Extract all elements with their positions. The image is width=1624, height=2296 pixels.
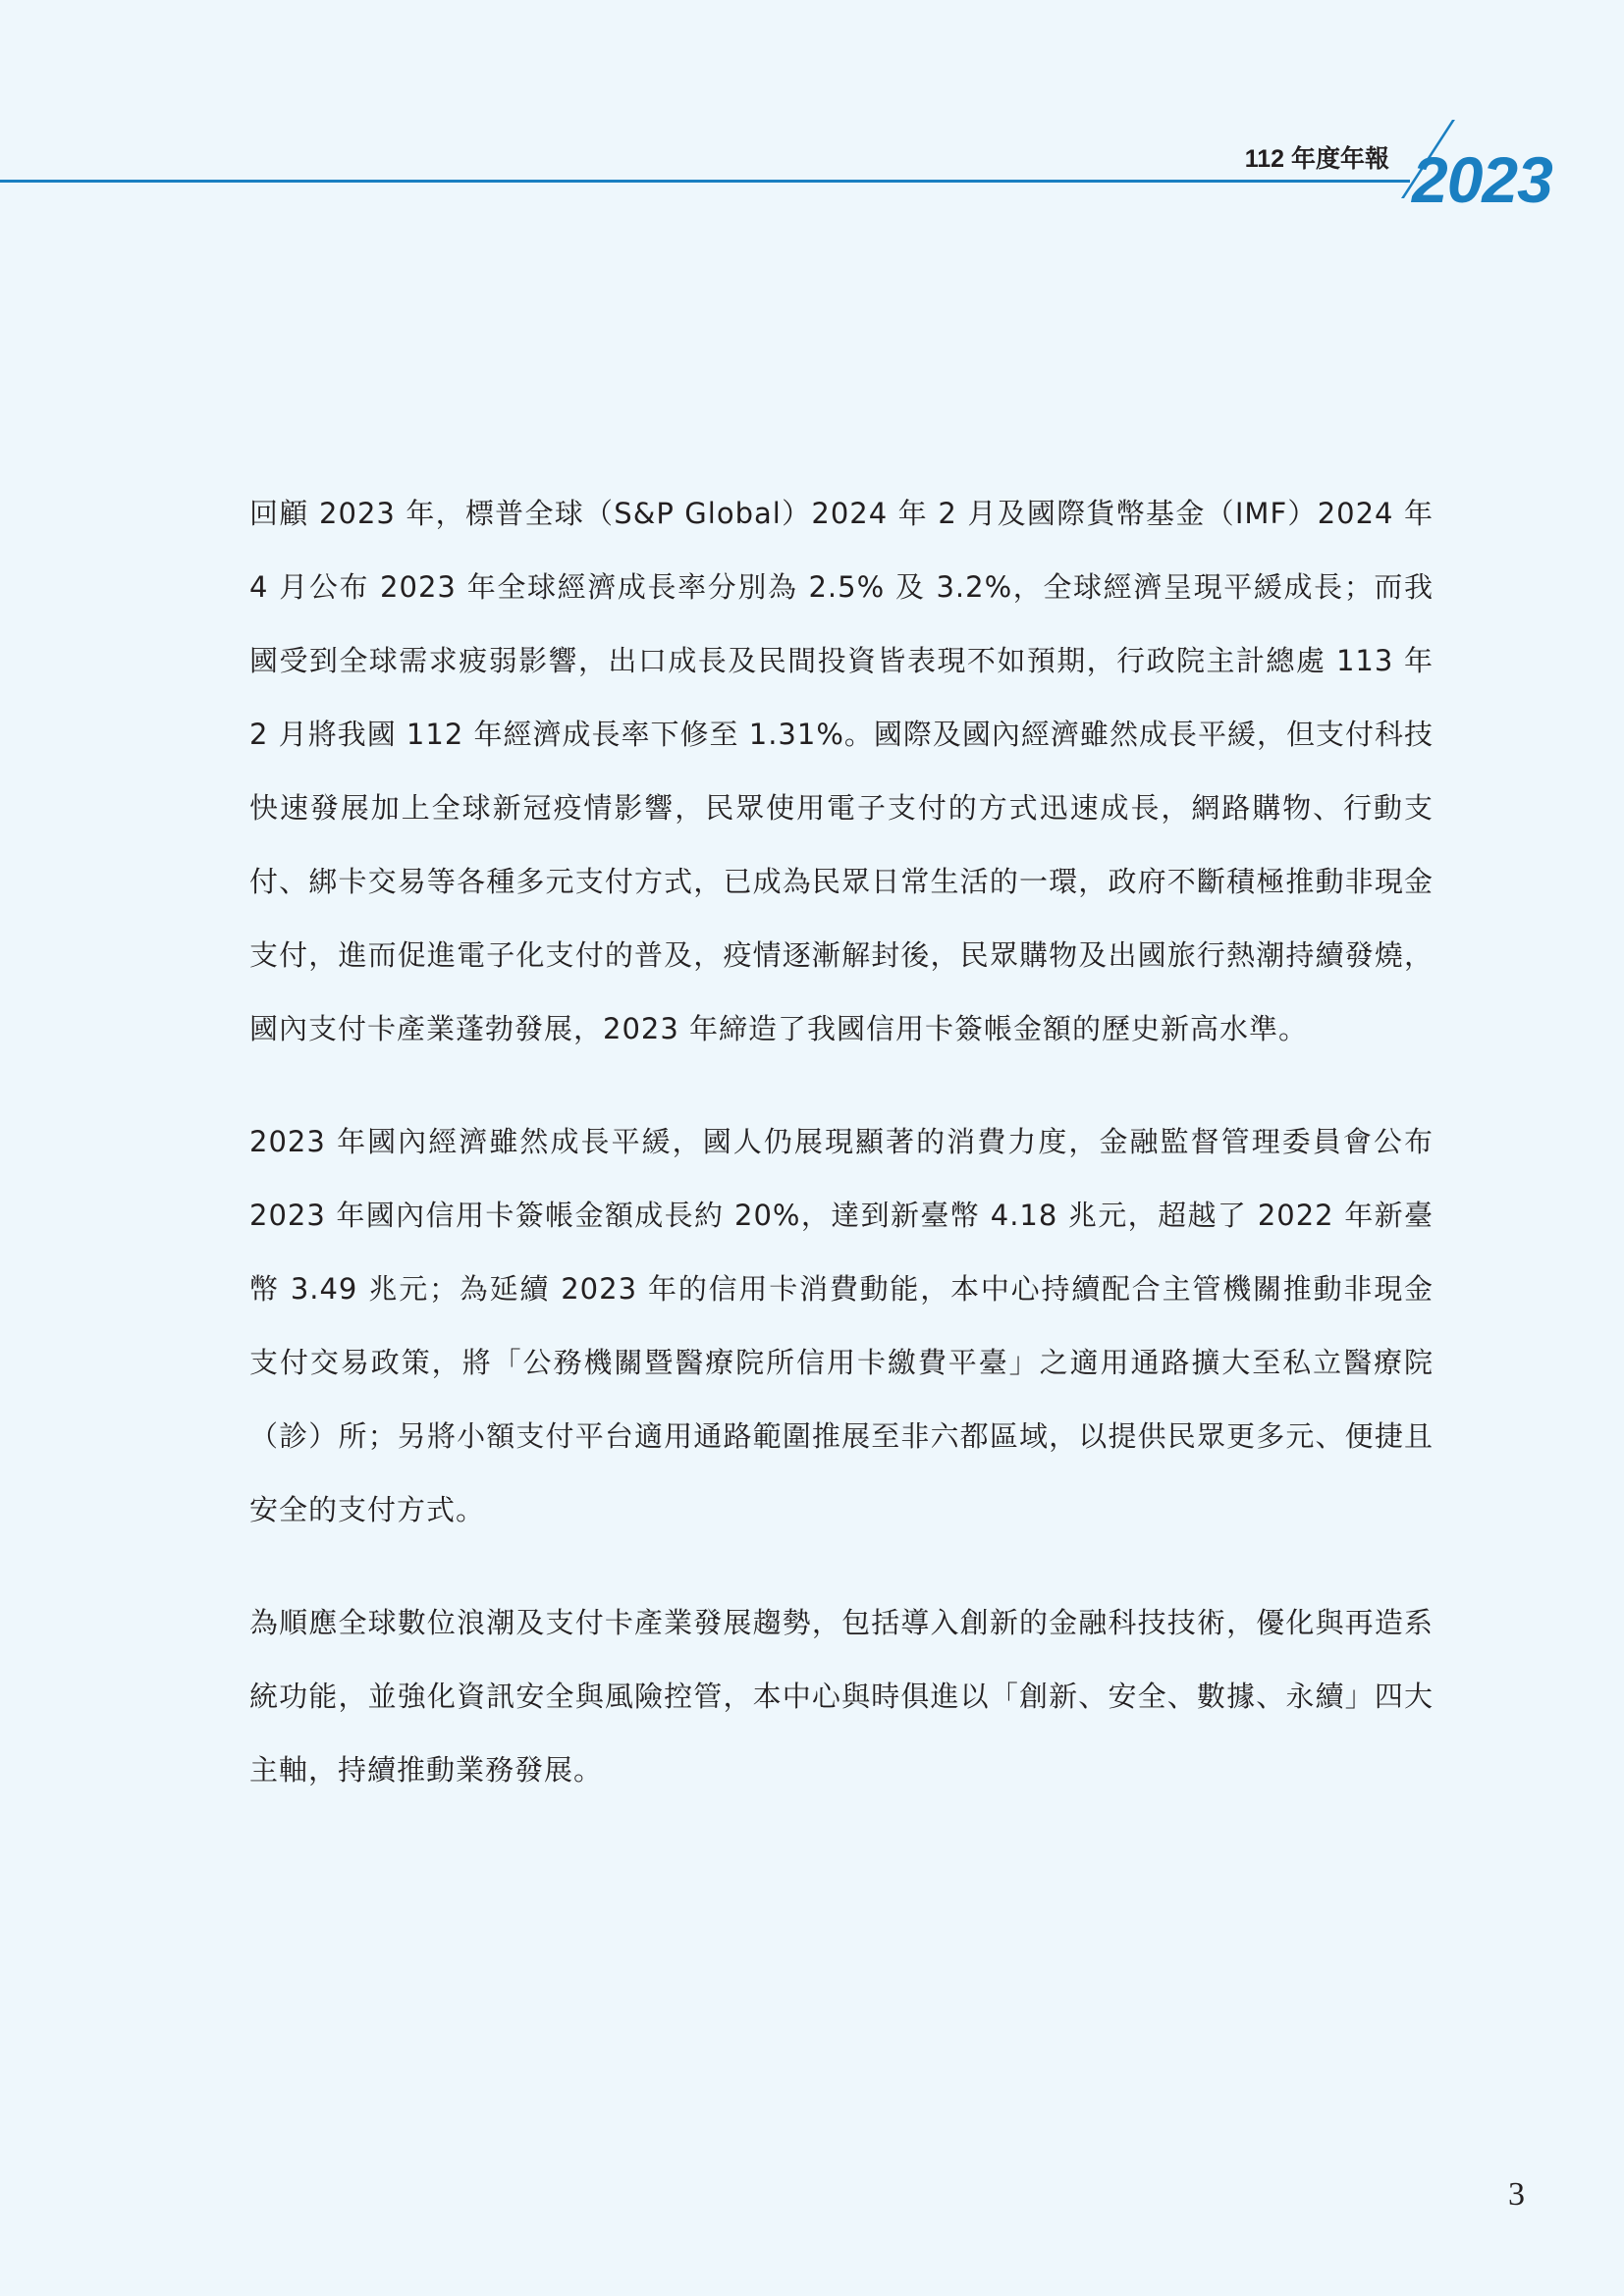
page-number: 3: [1508, 2176, 1525, 2213]
paragraph-3: 為順應全球數位浪潮及支付卡產業發展趨勢，包括導入創新的金融科技技術，優化與再造系統功能，並強化資訊安全與風險控管，本中心與時俱進以「創新、安全、數據、永續」四大主軸，持續推動業務發展。: [249, 1606, 1434, 1787]
report-year: 2023: [1412, 143, 1552, 216]
report-title: 112 年度年報: [1244, 145, 1389, 173]
body-text: [249, 477, 1434, 1846]
header-rule: [0, 180, 1410, 183]
paragraph-2: 2023 年國內經濟雖然成長平緩，國人仍展現顯著的消費力度，金融監督管理委員會公布 2023 年國內信用卡簽帳金額成長約 20%，達到新臺幣 4.18 兆元，超越了 2022 年新臺幣 3.49 兆元；為延續 2023 年的信用卡消費動能，本中心持續配合主管機關推動非現金支付交易政策，將「公務機關暨醫療院所信用卡繳費平臺」之適用通路擴大至私立醫療院（診）所；另將小額支付平台適用通路範圍推展至非六都區域，以提供民眾更多元、便捷且安全的支付方式。: [249, 1125, 1434, 1526]
paragraph-1: 回顧 2023 年，標普全球（S&P Global）2024 年 2 月及國際貨幣基金（IMF）2024 年 4 月公布 2023 年全球經濟成長率分別為 2.5% 及 3.2%，全球經濟呈現平緩成長；而我國受到全球需求疲弱影響，出口成長及民間投資皆表現不如預期，行政院主計總處 113 年 2 月將我國 112 年經濟成長率下修至 1.31%。國際及國內經濟雖然成長平緩，但支付科技快速發展加上全球新冠疫情影響，民眾使用電子支付的方式迅速成長，網路購物、行動支付、綁卡交易等各種多元支付方式，已成為民眾日常生活的一環，政府不斷積極推動非現金支付，進而促進電子化支付的普及，疫情逐漸解封後，民眾購物及出國旅行熱潮持續發燒，國內支付卡產業蓬勃發展，2023 年締造了我國信用卡簽帳金額的歷史新高水準。: [249, 497, 1434, 1045]
